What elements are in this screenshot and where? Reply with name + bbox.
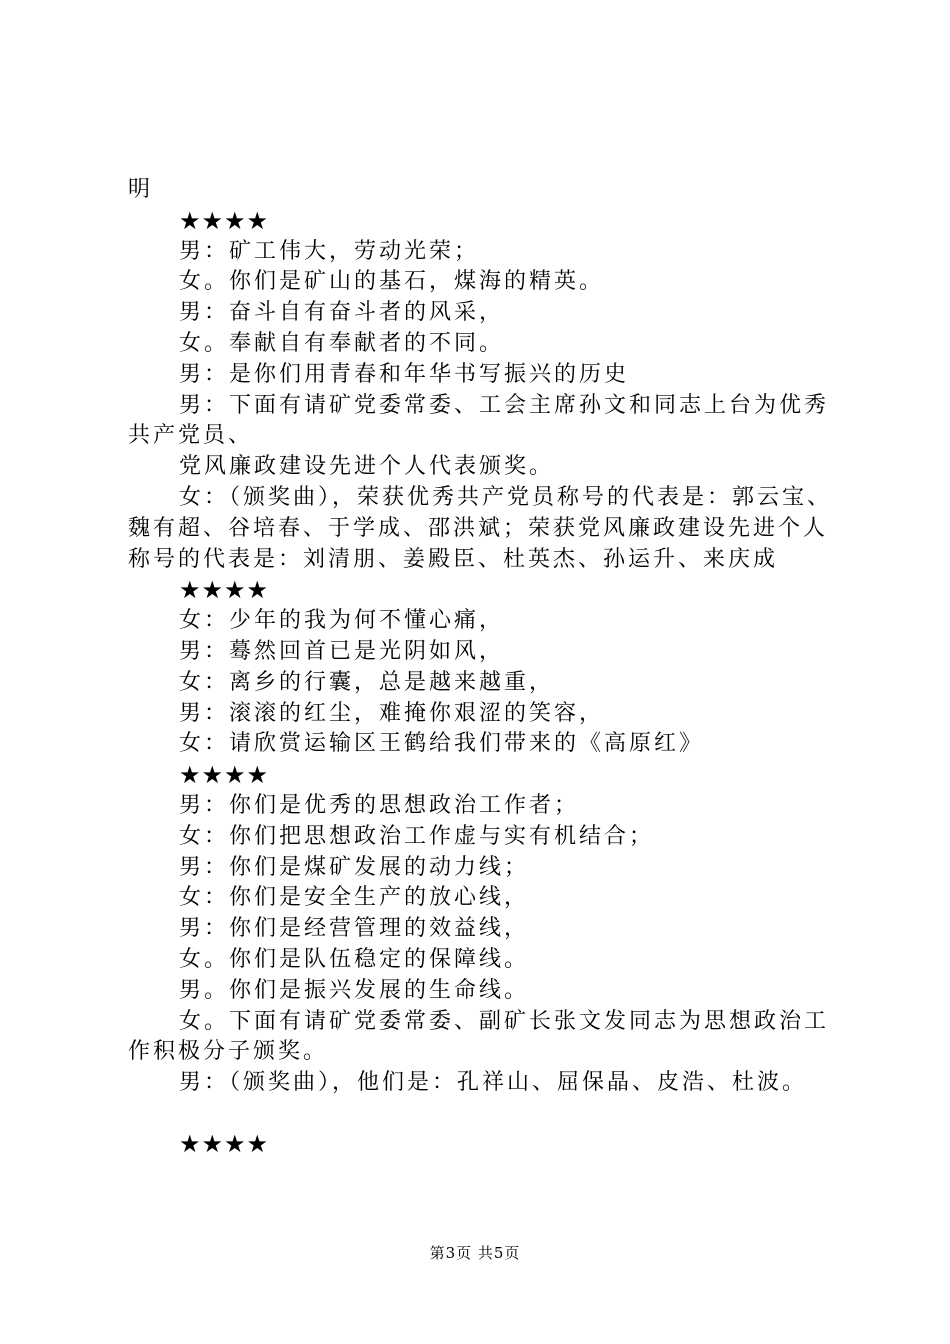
section-divider-stars: ★★★★ (179, 761, 270, 790)
section-divider-stars: ★★★★ (179, 1129, 270, 1158)
text-line: 男：滚滚的红尘，难掩你艰涩的笑容， (179, 700, 605, 726)
text-line: 明 (128, 177, 154, 202)
text-line: 男：（颁奖曲），他们是：孔祥山、屈保晶、皮浩、杜波。 (179, 1070, 808, 1096)
blank-line (128, 1099, 840, 1129)
text-line: 女：你们把思想政治工作虚与实有机结合； (179, 823, 655, 849)
text-line: 男：是你们用青春和年华书写振兴的历史 (179, 361, 630, 387)
section-divider-stars: ★★★★ (179, 576, 270, 605)
text-paragraph: 女：（颁奖曲），荣获优秀共产党员称号的代表是：郭云宝、魏有超、谷培春、于学成、邵洪斌；荣获党风廉政建设先进个人称号的代表是：刘清朋、姜殿臣、杜英杰、孙运升、来庆成 (128, 484, 833, 572)
text-line: 男：矿工伟大，劳动光荣； (179, 238, 480, 264)
text-line: 女：请欣赏运输区王鹤给我们带来的《高原红》 (179, 731, 705, 757)
text-line: 党风廉政建设先进个人代表颁奖。 (179, 454, 555, 480)
text-line: 女：少年的我为何不懂心痛， (179, 608, 505, 634)
text-line: 男：你们是煤矿发展的动力线； (179, 854, 530, 880)
text-line: 女：离乡的行囊，总是越来越重， (179, 669, 555, 695)
text-line: 女：你们是安全生产的放心线， (179, 885, 530, 911)
text-line: 男：你们是经营管理的效益线， (179, 916, 530, 942)
text-line: 女。你们是矿山的基石，煤海的精英。 (179, 269, 605, 295)
text-paragraph: 女。下面有请矿党委常委、副矿长张文发同志为思想政治工作积极分子颁奖。 (128, 1008, 830, 1065)
text-line: 女。奉献自有奉献者的不同。 (179, 330, 505, 356)
page-number-footer: 第3页 共5页 (429, 1244, 521, 1262)
text-paragraph: 男：下面有请矿党委常委、工会主席孙文和同志上台为优秀共产党员、 (128, 392, 830, 449)
text-line: 男：你们是优秀的思想政治工作者； (179, 792, 580, 818)
text-line: 男：蓦然回首已是光阴如风， (179, 638, 505, 664)
text-line: 男：奋斗自有奋斗者的风采， (179, 300, 505, 326)
text-line: 女。你们是队伍稳定的保障线。 (179, 946, 530, 972)
document-body (128, 175, 840, 1160)
section-divider-stars: ★★★★ (179, 206, 270, 235)
text-line: 男。你们是振兴发展的生命线。 (179, 977, 530, 1003)
